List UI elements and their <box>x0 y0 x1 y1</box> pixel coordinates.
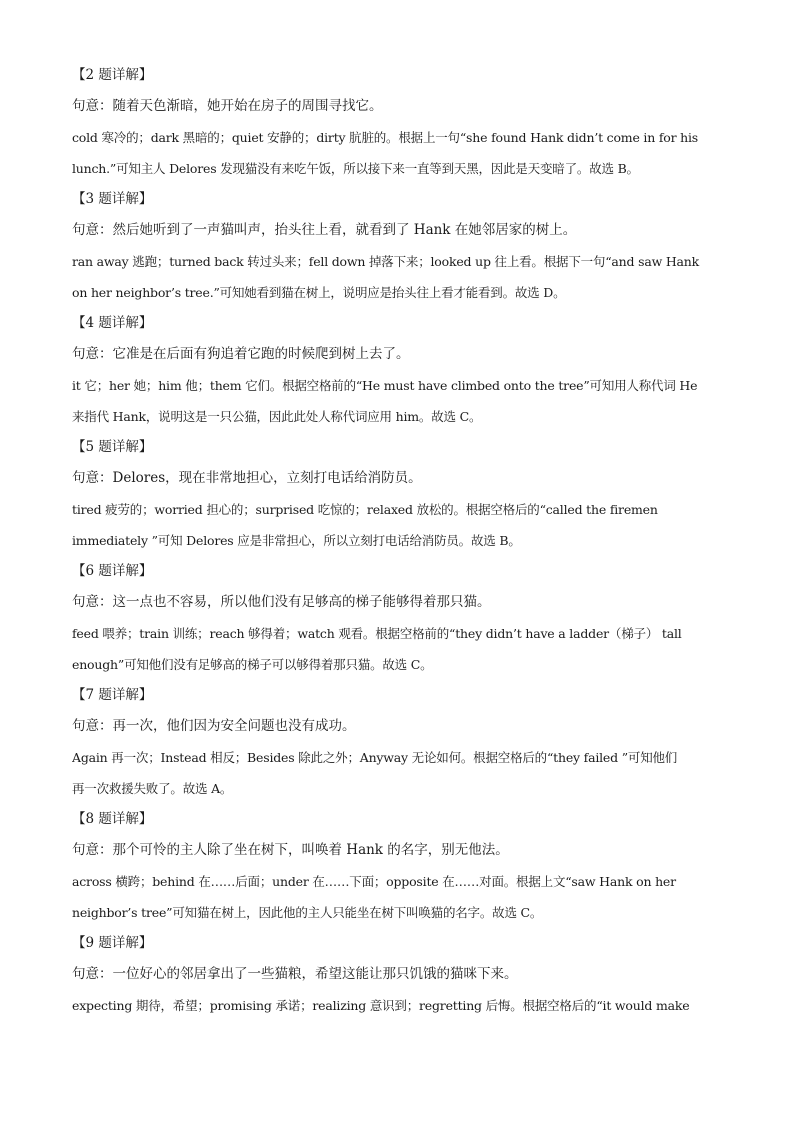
sentence-meaning: 句意：然后她听到了一声猫叫声，抬头往上看，就看到了 Hank 在她邻居家的树上。 <box>72 222 577 238</box>
sentence-meaning: 句意：这一点也不容易，所以他们没有足够高的梯子能够得着那只猫。 <box>72 594 491 610</box>
sentence-meaning: 句意：一位好心的邻居拿出了一些猫粮，希望这能让那只饥饿的猫咪下来。 <box>72 966 518 982</box>
sentence-meaning: 句意：那个可怜的主人除了坐在树下，叫唤着 Hank 的名字，别无他法。 <box>72 842 509 858</box>
explanation-line: 来指代 Hank，说明这是一只公猫，因此此处人称代词应用 him。故选 C。 <box>72 409 482 424</box>
explanation-line: across 横跨；behind 在……后面；under 在……下面；opposite 在……对面。根据上文“saw Hank on her <box>72 874 676 889</box>
explanation-line: enough”可知他们没有足够高的梯子可以够得着那只猫。故选 C。 <box>72 657 433 672</box>
section-heading: 【2 题详解】 <box>72 67 153 83</box>
explanation-line: lunch.”可知主人 Delores 发现猫没有来吃午饭，所以接下来一直等到天黑，因此是天变暗了。故选 B。 <box>72 161 639 176</box>
explanation-line: ran away 逃跑；turned back 转过头来；fell down 掉落下来；looked up 往上看。根据下一句“and saw Hank <box>72 254 700 269</box>
section-heading: 【6 题详解】 <box>72 563 153 579</box>
explanation-line: Again 再一次；Instead 相反；Besides 除此之外；Anyway 无论如何。根据空格后的“they failed ”可知他们 <box>72 750 678 765</box>
explanation-line: it 它；her 她；him 他；them 它们。根据空格前的“He must have climbed onto the tree”可知用人称代词 He <box>72 378 698 393</box>
explanation-line: neighbor’s tree”可知猫在树上，因此他的主人只能坐在树下叫唤猫的名字。故选 C。 <box>72 905 543 920</box>
explanation-line: immediately ”可知 Delores 应是非常担心，所以立刻打电话给消防员。故选 B。 <box>72 533 521 548</box>
explanation-line: feed 喂养；train 训练；reach 够得着；watch 观看。根据空格前的“they didn’t have a ladder（梯子） tall <box>72 626 682 641</box>
section-heading: 【7 题详解】 <box>72 687 153 703</box>
document-page <box>72 60 722 1021</box>
explanation-line: on her neighbor’s tree.”可知她看到猫在树上，说明应是抬头往上看才能看到。故选 D。 <box>72 285 566 300</box>
sentence-meaning: 句意：随着天色渐暗，她开始在房子的周围寻找它。 <box>72 98 383 114</box>
explanation-line: 再一次救援失败了。故选 A。 <box>72 781 233 796</box>
sentence-meaning: 句意：它准是在后面有狗追着它跑的时候爬到树上去了。 <box>72 346 410 362</box>
section-heading: 【5 题详解】 <box>72 439 153 455</box>
sentence-meaning: 句意：Delores，现在非常地担心，立刻打电话给消防员。 <box>72 470 422 486</box>
section-heading: 【4 题详解】 <box>72 315 153 331</box>
section-heading: 【3 题详解】 <box>72 191 153 207</box>
explanation-line: cold 寒冷的；dark 黑暗的；quiet 安静的；dirty 肮脏的。根据上一句“she found Hank didn’t come in for his <box>72 130 699 145</box>
explanation-line: tired 疲劳的；worried 担心的；surprised 吃惊的；relaxed 放松的。根据空格后的“called the firemen <box>72 502 658 517</box>
explanation-line: expecting 期待，希望；promising 承诺；realizing 意识到；regretting 后悔。根据空格后的“it would make <box>72 998 690 1013</box>
section-heading: 【8 题详解】 <box>72 811 153 827</box>
section-heading: 【9 题详解】 <box>72 935 153 951</box>
sentence-meaning: 句意：再一次，他们因为安全问题也没有成功。 <box>72 718 356 734</box>
